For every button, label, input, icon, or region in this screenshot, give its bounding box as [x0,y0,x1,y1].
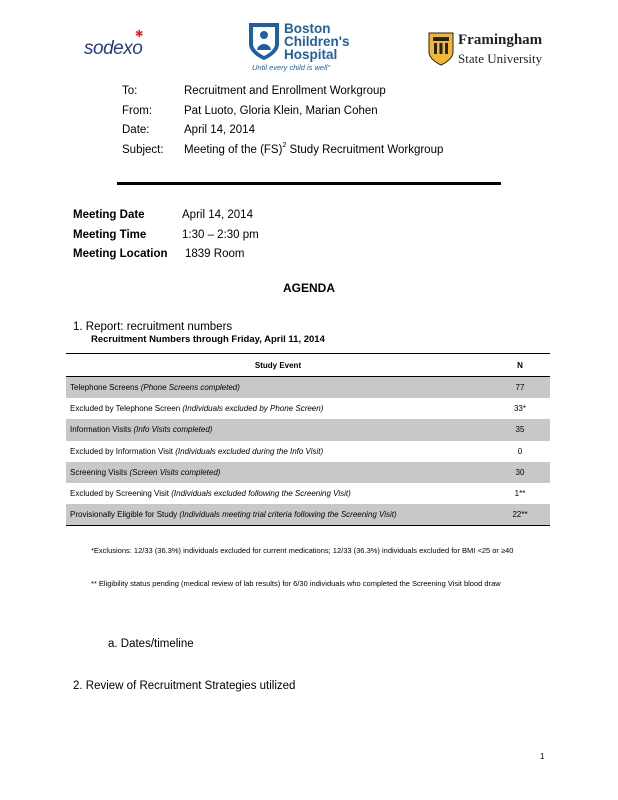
event-cell [66,462,490,483]
event-label: Telephone Screens [70,383,139,393]
memo-subject-value [184,141,444,164]
event-cell [66,504,490,526]
n-cell: 77 [490,377,550,399]
meeting-location-value: 1839 Room [185,248,245,260]
sodexo-star-icon: ✱ [135,29,143,40]
memo-to-row [122,85,443,105]
agenda-item-1a: a. Dates/timeline [108,638,194,650]
memo-from-label: From: [122,104,153,117]
sodexo-logo [84,29,143,60]
fsu-line-2: State University [458,51,543,66]
meeting-time-value: 1:30 – 2:30 pm [182,228,259,241]
memo-from-row [122,105,443,125]
meeting-date-row [73,209,259,229]
n-cell: 22** [490,504,550,526]
bch-line-3: Hospital [284,47,338,62]
memo-subject-pre: Meeting of the (FS) [184,143,283,156]
table-row [66,462,550,483]
footnote-eligibility: ** Eligibility status pending (medical review of lab results) for 6/30 individuals who completed the Screening Visit blood draw [91,579,501,588]
header-divider [117,182,501,185]
event-detail: (Individuals excluded by Phone Screen) [182,404,324,414]
table-header-row [66,354,550,377]
memo-header [122,85,443,163]
n-cell: 30 [490,462,550,483]
fsu-seal-icon [428,32,454,66]
memo-to-value: Recruitment and Enrollment Workgroup [184,85,386,97]
table-row [66,377,550,399]
table-row [66,419,550,440]
bch-shield-icon [246,20,282,62]
event-cell [66,483,490,504]
framingham-state-logo [428,32,543,71]
event-cell [66,398,490,419]
event-label: Excluded by Information Visit [70,446,174,456]
footnote-exclusions: *Exclusions: 12/33 (36.3%) individuals excluded for current medications; 12/33 (36.3%) individuals excluded for BMI <25 or ≥40 [91,546,514,555]
event-label: Excluded by Telephone Screen [70,404,181,414]
recruitment-table [66,353,550,526]
meeting-time-label: Meeting Time [73,228,147,241]
bch-line-2: Children's [284,34,350,49]
boston-childrens-logo [246,20,350,72]
memo-subject-row [122,141,444,164]
fsu-line-1: Framingham [458,32,543,48]
memo-subject-sup: 2 [282,141,287,149]
bch-line-1: Boston [284,21,331,36]
n-cell: 35 [490,419,550,440]
event-label: Provisionally Eligible for Study [70,510,178,520]
header-study-event: Study Event [66,354,490,377]
memo-subject-post: Study Recruitment Workgroup [286,143,444,156]
memo-subject-label: Subject: [122,143,164,156]
meeting-time-row [73,229,259,249]
table-row [66,398,550,419]
memo-date-row [122,124,443,144]
table-title: Recruitment Numbers through Friday, April 11, 2014 [91,334,325,345]
agenda-item-2: 2. Review of Recruitment Strategies utilized [73,680,296,692]
sodexo-logo-text: sodexo [84,38,143,59]
header-n: N [490,354,550,377]
table-row [66,483,550,504]
bch-name [284,22,349,61]
page-number: 1 [540,752,545,761]
memo-to-label: To: [122,85,138,97]
event-cell [66,377,490,399]
event-label: Information Visits [70,425,132,435]
event-detail: (Individuals excluded following the Screening Visit) [171,489,351,499]
event-detail: (Individuals meeting trial criteria following the Screening Visit) [179,510,397,520]
event-cell [66,419,490,440]
memo-from-value: Pat Luoto, Gloria Klein, Marian Cohen [184,104,378,117]
n-cell: 1** [514,489,526,499]
event-detail: (Phone Screens completed) [140,383,240,393]
meeting-date-value: April 14, 2014 [182,209,253,221]
n-cell: 0 [517,446,523,456]
agenda-heading: AGENDA [282,281,335,295]
event-label: Excluded by Screening Visit [70,489,170,499]
meeting-location-row [73,248,259,268]
event-cell [66,441,490,462]
event-detail: (Individuals excluded during the Info Visit) [175,446,324,456]
memo-date-label: Date: [122,124,150,136]
table-row [66,504,550,526]
bch-tagline: Until every child is well° [252,63,331,72]
meeting-details [73,209,259,268]
meeting-location-label: Meeting Location [73,248,168,260]
n-cell: 33* [513,404,526,414]
table-row [66,441,550,462]
memo-date-value: April 14, 2014 [184,124,255,136]
event-label: Screening Visits [70,467,128,477]
event-detail: (Screen Visits completed) [129,467,221,477]
agenda-item-1: 1. Report: recruitment numbers [73,321,233,333]
meeting-date-label: Meeting Date [73,209,145,221]
event-detail: (Info Visits completed) [133,425,213,435]
